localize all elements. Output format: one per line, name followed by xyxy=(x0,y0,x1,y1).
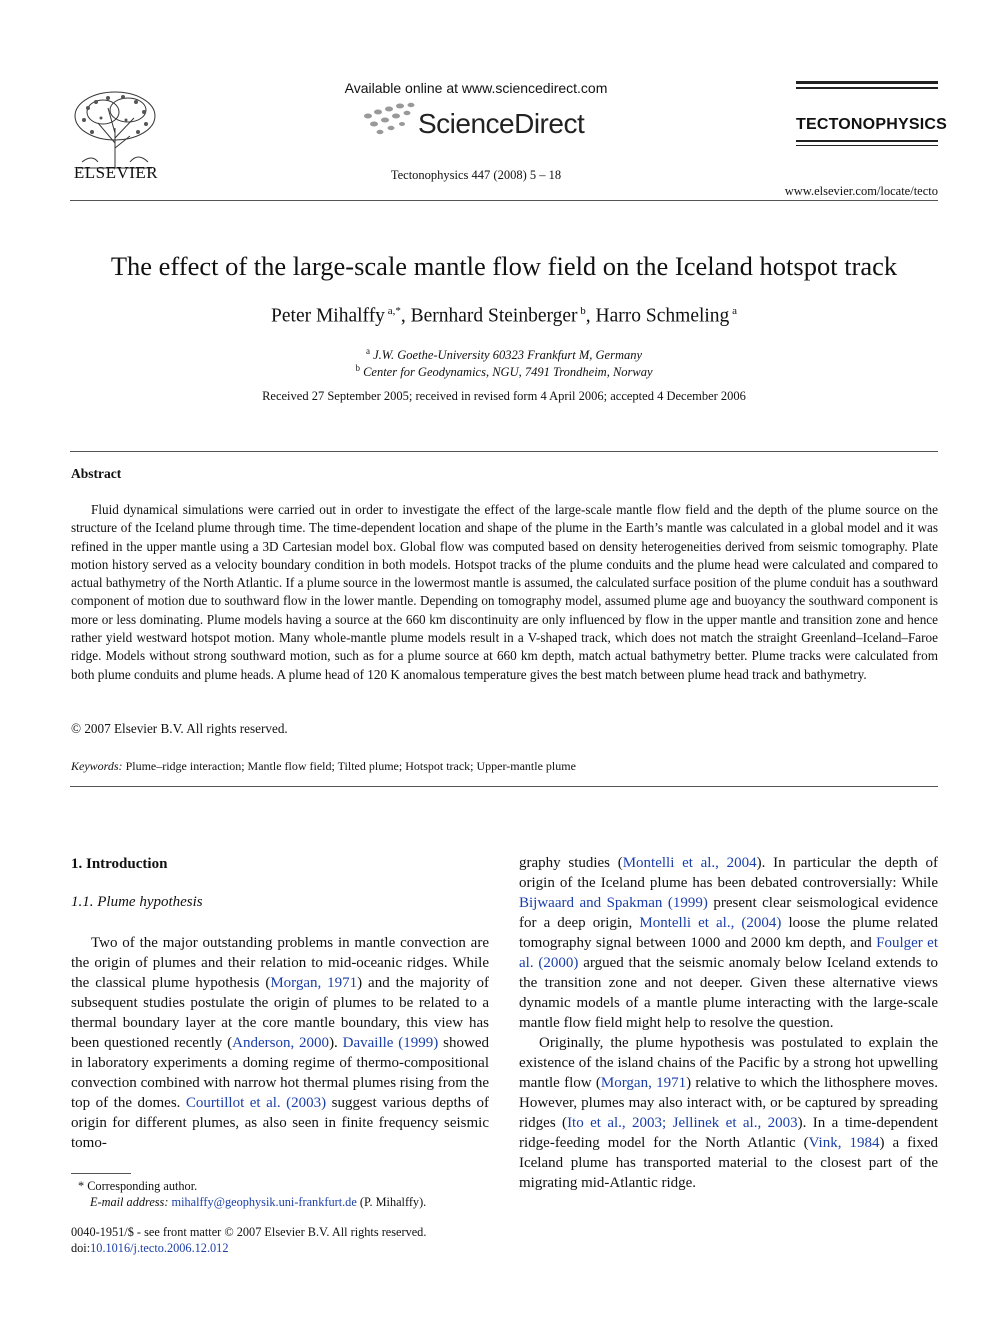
journal-title: TECTONOPHYSICS xyxy=(796,116,947,133)
affiliation-b: $^b$ Center for Geodynamics, NGU, 7491 Trondheim, Norway xyxy=(355,363,653,380)
author-name: Bernhard Steinberger xyxy=(410,305,578,327)
paragraph-text: loose the plume related tomography signal between 1000 and 2000 km depth, and xyxy=(519,915,938,951)
section-heading-introduction: 1. Introduction xyxy=(71,856,168,872)
intro-paragraph-2 xyxy=(519,853,938,1033)
sciencedirect-wordmark: ScienceDirect xyxy=(418,108,585,139)
email-label: E-mail address: xyxy=(90,1195,169,1209)
right-column xyxy=(519,853,938,1193)
paragraph-text: ) relative to which the lithosphere moves. However, plumes may also interact with, or be captured by spreading ridges ( xyxy=(519,1075,938,1131)
author-separator: , xyxy=(400,305,411,327)
intro-paragraph-3 xyxy=(519,1033,938,1193)
author-name: Peter Mihalffy xyxy=(271,305,385,327)
doi-label: doi: xyxy=(71,1241,91,1255)
abstract-heading: Abstract xyxy=(71,466,122,481)
issn-line: 0040-1951/$ - see front matter © 2007 Elsevier B.V. All rights reserved. xyxy=(71,1225,427,1239)
citation-link[interactable]: Montelli et al., 2004 xyxy=(622,855,757,871)
keywords-label: Keywords: xyxy=(71,759,123,773)
author-affiliation-mark: a,* xyxy=(384,305,401,317)
citation-link[interactable]: Courtillot et al. (2003) xyxy=(185,1095,327,1111)
paper-title: The effect of the large-scale mantle flow field on the Iceland hotspot track xyxy=(110,251,898,281)
journal-bar-top-thin xyxy=(796,87,938,89)
sciencedirect-logo xyxy=(358,98,618,148)
author-name: Harro Schmeling xyxy=(595,305,730,327)
paragraph-text: suggest various depths of origin for different plumes, as also seen in finite frequency seismic tomo- xyxy=(71,1095,489,1151)
email-owner: (P. Mihalffy). xyxy=(356,1195,427,1209)
corresponding-author-note: * Corresponding author. xyxy=(78,1179,198,1193)
journal-bar-bottom-thin xyxy=(796,145,938,146)
paragraph-text: graphy studies ( xyxy=(519,855,623,871)
paragraph-text: present clear seismological evidence for a deep origin, xyxy=(519,895,938,931)
publisher-name: ELSEVIER xyxy=(73,163,159,182)
citation-link[interactable]: Anderson, 2000 xyxy=(232,1035,330,1051)
citation-link[interactable]: Morgan, 1971 xyxy=(600,1075,687,1091)
email-note xyxy=(90,1195,426,1210)
keywords xyxy=(71,759,576,774)
citation-link[interactable]: Vink, 1984 xyxy=(808,1135,880,1151)
citation-link[interactable]: Montelli et al., (2004) xyxy=(639,915,782,931)
author-separator: , xyxy=(585,305,596,327)
subsection-heading-plume-hypothesis: 1.1. Plume hypothesis xyxy=(71,894,203,910)
journal-reference: Tectonophysics 447 (2008) 5 – 18 xyxy=(390,168,562,182)
citation-link[interactable]: Davaille (1999) xyxy=(342,1035,439,1051)
citation-link[interactable]: Foulger et al. (2000) xyxy=(519,935,938,971)
intro-paragraph-1 xyxy=(71,933,489,1153)
paragraph-text: showed in laboratory experiments a doming regime of thermo-compositional convection combined with narrow hot thermal plumes rising from the top of the domes. xyxy=(71,1035,489,1111)
keywords-text: Plume–ridge interaction; Mantle flow field; Tilted plume; Hotspot track; Upper-mantle plume xyxy=(125,759,576,773)
paragraph-text: Two of the major outstanding problems in mantle convection are the origin of plumes and their relation to mid-oceanic ridges. While the classical plume hypothesis ( xyxy=(71,935,489,991)
journal-bar-bottom xyxy=(796,140,938,142)
paragraph-text: ). In particular the depth of origin of the Iceland plume has been debated controversially: While xyxy=(519,855,938,891)
journal-url[interactable]: www.elsevier.com/locate/tecto xyxy=(784,184,938,198)
paragraph-text: argued that the seismic anomaly below Iceland extends to the transition zone and not deeper. Given these alternative views dynamic models of a mantle plume interacting with the large-scale mantle flow field might help to resolve the question. xyxy=(519,955,938,1031)
paragraph-text: ) a fixed Iceland plume has transported material to the closest part of the migrating mid-Atlantic ridge. xyxy=(519,1135,938,1191)
affiliation-a: $^a$ J.W. Goethe-University 60323 Frankfurt M, Germany xyxy=(365,346,643,363)
doi-line xyxy=(71,1241,228,1256)
article-dates: Received 27 September 2005; received in revised form 4 April 2006; accepted 4 December 2006 xyxy=(262,389,746,403)
doi-link[interactable]: 10.1016/j.tecto.2006.12.012 xyxy=(90,1241,229,1255)
available-online-text: Available online at www.sciencedirect.com xyxy=(344,80,608,96)
author-affiliation-mark: a xyxy=(729,305,737,317)
citation-link[interactable]: Morgan, 1971 xyxy=(270,975,358,991)
email-link[interactable]: mihalffy@geophysik.uni-frankfurt.de xyxy=(171,1195,357,1209)
paragraph-text: ) and the majority of subsequent studies postulate the origin of plumes to be related to a thermal boundary layer at the core mantle boundary, this view has been questioned recently ( xyxy=(71,975,489,1051)
footnote-rule xyxy=(71,1173,131,1174)
paragraph-text: ). xyxy=(329,1035,343,1051)
author-list xyxy=(40,305,968,328)
abstract-text: Fluid dynamical simulations were carried out in order to investigate the effect of the large-scale mantle flow field and the depth of the plume source on the structure of the Iceland plume through time. The time-dependent location and shape of the plume in the Earth’s mantle was calculated in a global model and it was refined in the upper mantle using a 3D Cartesian model box. Global flow was computed based on density heterogeneities derived from seismic tomography. Plate motion history served as a velocity boundary condition in both models. Hotspot tracks of the plume conduits and the plume head were calculated and compared to actual bathymetry of the North Atlantic. If a plume source in the lowermost mantle is assumed, the calculated surface position of the plume conduit has a southward component of motion due to southward flow in the lower mantle. Depending on tomography model, assumed plume age and buoyancy the southward component is more or less dominating. Plume models having a source at the 660 km discontinuity are only influenced by flow in the upper mantle and transition zone and hence rather yield westward hotspot motion. Many whole-mantle plume models result in a V-shaped track, which does not match the straight Greenland–Iceland–Faroe ridge. Models without strong southward motion, such as for a plume source at 660 km depth, match actual bathymetry better. Plume tracks were calculated from both plume conduits and plume heads. A plume head of 120 K anomalous temperature gives the best match between plume head track and bathymetry. xyxy=(71,502,938,682)
citation-link[interactable]: Ito et al., 2003; Jellinek et al., 2003 xyxy=(567,1115,798,1131)
citation-link[interactable]: Bijwaard and Spakman (1999) xyxy=(519,895,708,911)
abstract-bottom-divider xyxy=(70,786,938,787)
abstract-top-divider xyxy=(70,451,938,452)
author-affiliation-mark: b xyxy=(577,305,586,317)
abstract-copyright: © 2007 Elsevier B.V. All rights reserved. xyxy=(71,721,288,736)
paragraph-text: Originally, the plume hypothesis was postulated to explain the existence of the island chains of the Pacific by a strong hot upwelling mantle flow ( xyxy=(519,1035,938,1091)
sciencedirect-dots-icon xyxy=(358,102,420,142)
paragraph-text: ). In a time-dependent ridge-feeding model for the North Atlantic ( xyxy=(519,1115,939,1151)
journal-bar-top xyxy=(796,81,938,84)
header-divider xyxy=(70,200,938,201)
